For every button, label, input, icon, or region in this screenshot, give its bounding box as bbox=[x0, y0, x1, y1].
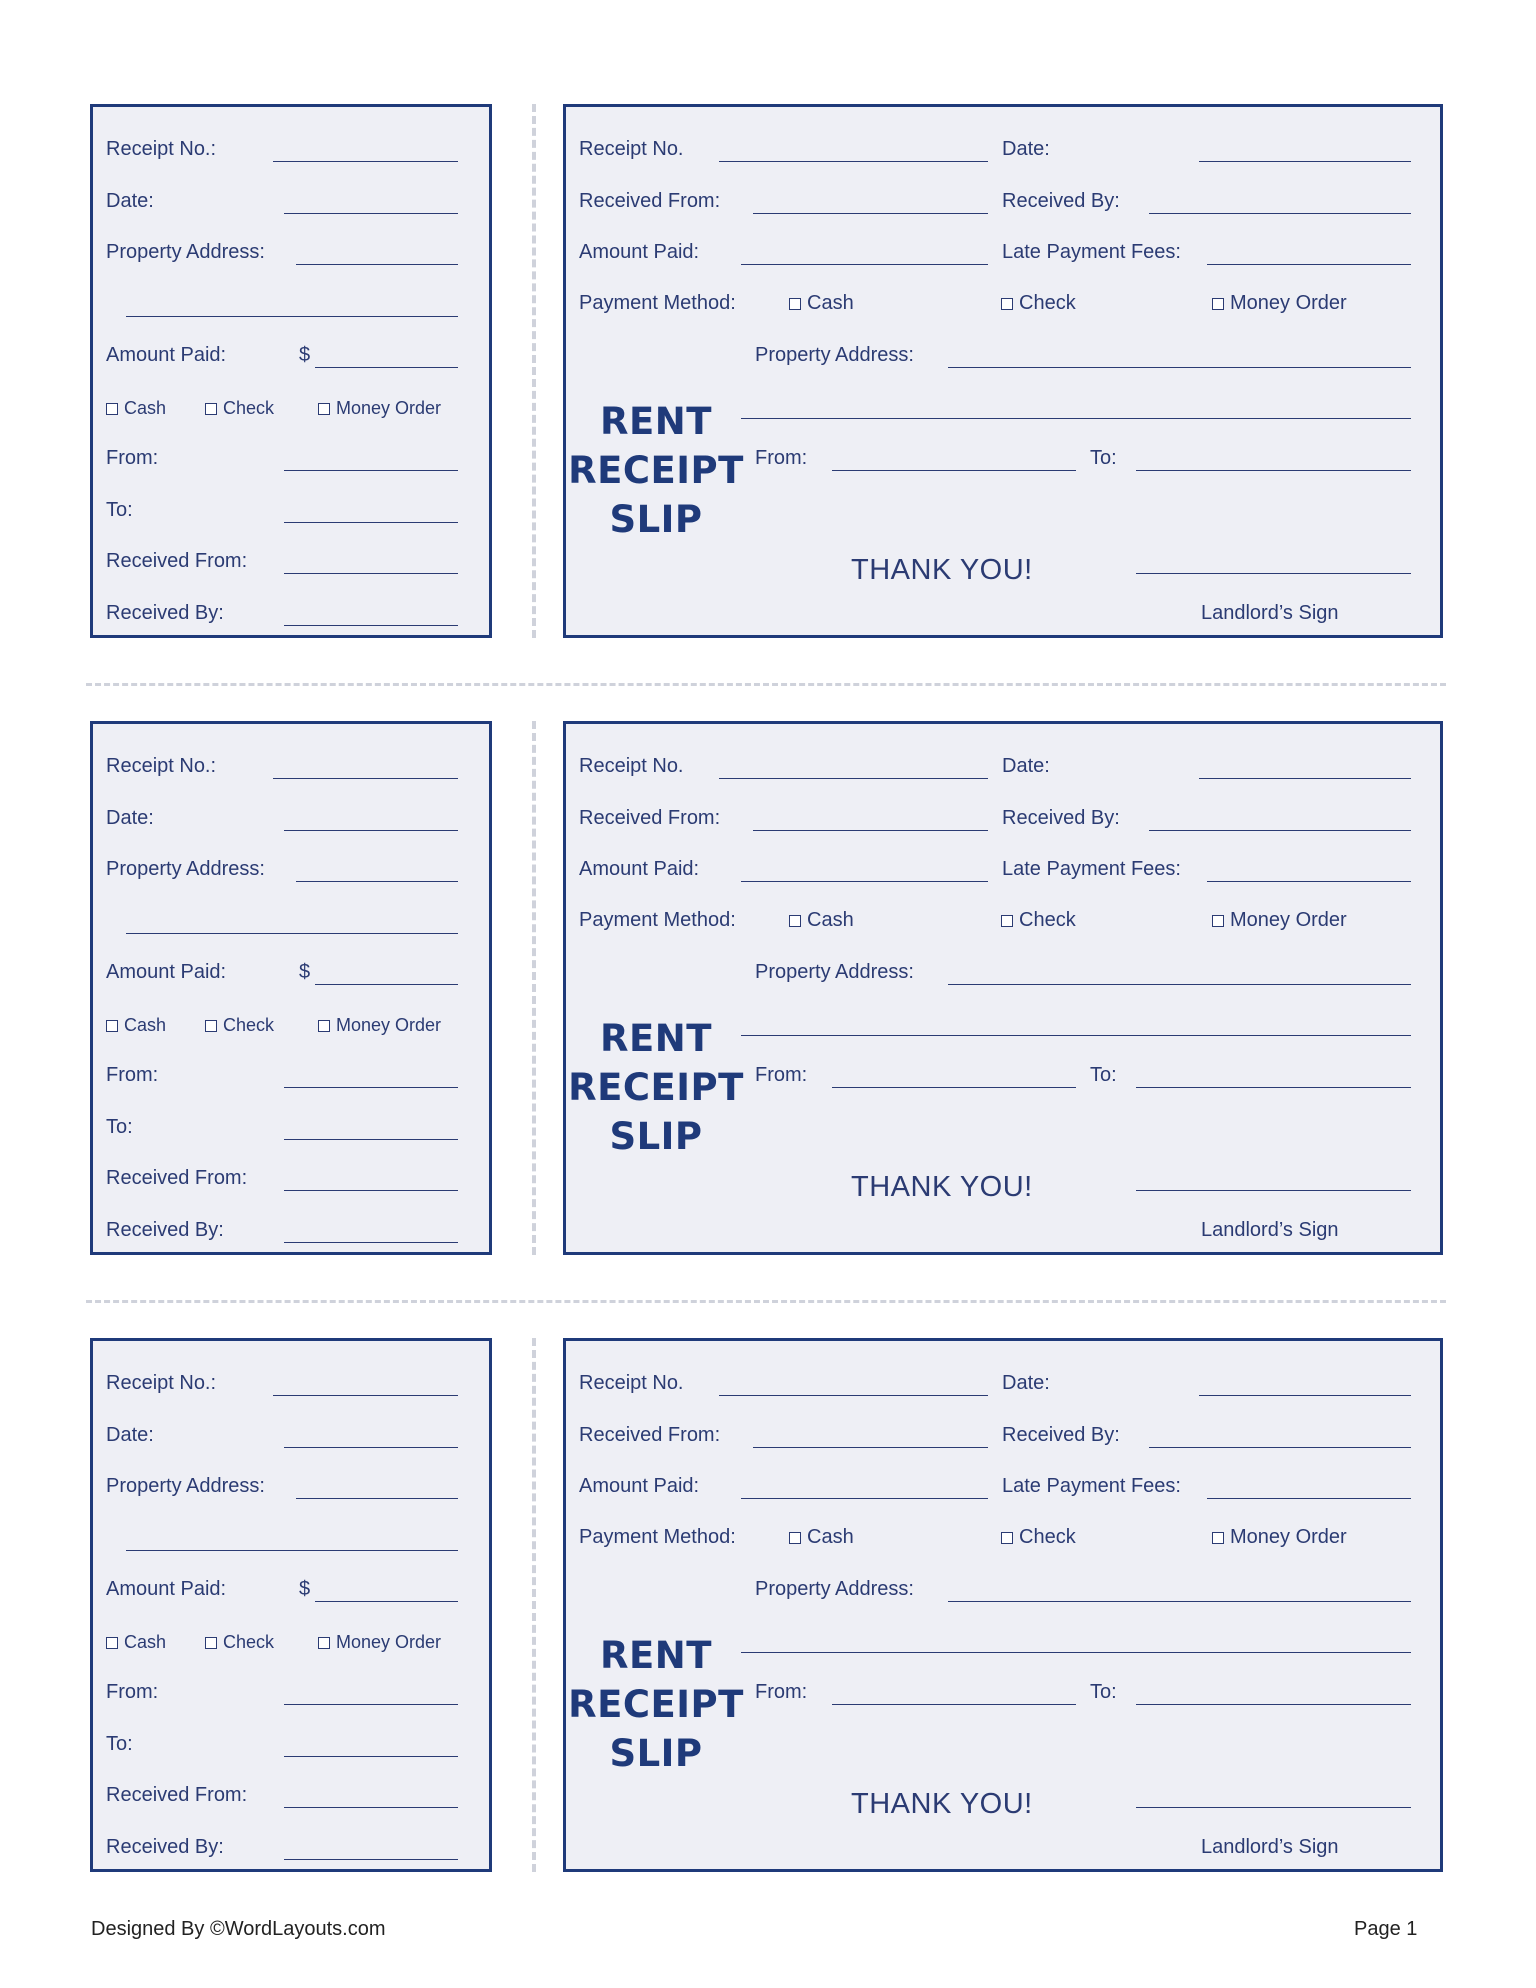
main-date-line[interactable] bbox=[1199, 161, 1411, 162]
main-option-cash[interactable] bbox=[789, 908, 854, 932]
stub-amount-paid-line[interactable] bbox=[315, 367, 458, 368]
main-from-line[interactable] bbox=[832, 1704, 1076, 1705]
main-property-address-label: Property Address: bbox=[755, 1578, 914, 1600]
checkbox-icon[interactable] bbox=[1001, 298, 1013, 310]
stub-to-line[interactable] bbox=[284, 522, 458, 523]
main-option-check[interactable] bbox=[1001, 1525, 1076, 1549]
checkbox-icon[interactable] bbox=[106, 1020, 118, 1032]
main-from-label: From: bbox=[755, 1064, 808, 1086]
checkbox-icon[interactable] bbox=[789, 298, 801, 310]
stub-amount-paid-line[interactable] bbox=[315, 984, 458, 985]
stub-receipt-no-line[interactable] bbox=[273, 778, 458, 779]
stub-property-address-label: Property Address: bbox=[106, 858, 265, 880]
stub-received-from-label: Received From: bbox=[106, 550, 248, 572]
stub-check-label: Check bbox=[223, 1632, 275, 1652]
landlord-sign-label: Landlord’s Sign bbox=[1201, 1836, 1339, 1858]
stub-amount-paid-label: Amount Paid: bbox=[106, 1578, 227, 1600]
main-late-fees-label: Late Payment Fees: bbox=[1002, 1475, 1181, 1497]
stub-property-address-label: Property Address: bbox=[106, 241, 265, 263]
checkbox-icon[interactable] bbox=[318, 1020, 330, 1032]
main-late-fees-label: Late Payment Fees: bbox=[1002, 241, 1181, 263]
main-check-label: Check bbox=[1019, 1526, 1076, 1548]
main-received-by-line[interactable] bbox=[1149, 830, 1411, 831]
main-date-line[interactable] bbox=[1199, 778, 1411, 779]
horizontal-cut-line bbox=[86, 1300, 1446, 1303]
receipt-row bbox=[0, 104, 1536, 644]
stub-from-line[interactable] bbox=[284, 1087, 458, 1088]
main-received-from-label: Received From: bbox=[579, 1424, 721, 1446]
main-received-from-line[interactable] bbox=[753, 213, 988, 214]
stub-property-address-line-2[interactable] bbox=[126, 1550, 458, 1551]
vertical-cut-line bbox=[532, 721, 536, 1255]
main-date-label: Date: bbox=[1002, 755, 1050, 777]
main-date-label: Date: bbox=[1002, 138, 1050, 160]
landlord-sign-label: Landlord’s Sign bbox=[1201, 602, 1339, 624]
main-property-address-line[interactable] bbox=[948, 1601, 1411, 1602]
main-money-order-label: Money Order bbox=[1230, 292, 1347, 314]
stub-from-line[interactable] bbox=[284, 470, 458, 471]
checkbox-icon[interactable] bbox=[205, 1637, 217, 1649]
title-line-3: SLIP bbox=[609, 1115, 703, 1158]
main-receipt-no-label: Receipt No. bbox=[579, 138, 684, 160]
stub-received-from-line[interactable] bbox=[284, 1807, 458, 1808]
stub-received-from-label: Received From: bbox=[106, 1167, 248, 1189]
stub-property-address-line[interactable] bbox=[296, 881, 458, 882]
main-option-cash[interactable] bbox=[789, 291, 854, 315]
stub-receipt-no-label: Receipt No.: bbox=[106, 1372, 217, 1394]
receipt-stub bbox=[90, 104, 492, 638]
checkbox-icon[interactable] bbox=[1212, 915, 1224, 927]
stub-option-check[interactable] bbox=[205, 396, 274, 420]
stub-money-order-label: Money Order bbox=[336, 398, 442, 418]
main-amount-paid-line[interactable] bbox=[741, 881, 988, 882]
stub-received-by-line[interactable] bbox=[284, 1242, 458, 1243]
rent-receipt-slip-title bbox=[566, 397, 746, 544]
main-property-address-line-2[interactable] bbox=[741, 1652, 1411, 1653]
checkbox-icon[interactable] bbox=[318, 1637, 330, 1649]
main-amount-paid-label: Amount Paid: bbox=[579, 241, 700, 263]
main-to-line[interactable] bbox=[1136, 1704, 1411, 1705]
main-check-label: Check bbox=[1019, 292, 1076, 314]
main-to-label: To: bbox=[1090, 1681, 1117, 1703]
stub-option-money-order[interactable] bbox=[318, 1013, 441, 1037]
main-property-address-line-2[interactable] bbox=[741, 1035, 1411, 1036]
main-cash-label: Cash bbox=[807, 909, 854, 931]
title-line-2: RECEIPT bbox=[568, 1683, 744, 1726]
title-line-1: RENT bbox=[600, 400, 712, 443]
stub-receipt-no-label: Receipt No.: bbox=[106, 755, 217, 777]
stub-money-order-label: Money Order bbox=[336, 1632, 442, 1652]
stub-received-by-line[interactable] bbox=[284, 625, 458, 626]
stub-to-label: To: bbox=[106, 1733, 133, 1755]
stub-money-order-label: Money Order bbox=[336, 1015, 442, 1035]
main-property-address-line-2[interactable] bbox=[741, 418, 1411, 419]
stub-received-by-line[interactable] bbox=[284, 1859, 458, 1860]
stub-amount-paid-label: Amount Paid: bbox=[106, 961, 227, 983]
main-option-money-order[interactable] bbox=[1212, 291, 1347, 315]
stub-received-by-label: Received By: bbox=[106, 1836, 224, 1858]
title-line-3: SLIP bbox=[609, 1732, 703, 1775]
main-date-line[interactable] bbox=[1199, 1395, 1411, 1396]
main-receipt-no-label: Receipt No. bbox=[579, 755, 684, 777]
stub-from-label: From: bbox=[106, 1681, 159, 1703]
main-received-by-line[interactable] bbox=[1149, 1447, 1411, 1448]
main-option-cash[interactable] bbox=[789, 1525, 854, 1549]
stub-cash-label: Cash bbox=[124, 1015, 167, 1035]
main-late-fees-line[interactable] bbox=[1207, 881, 1411, 882]
checkbox-icon[interactable] bbox=[106, 403, 118, 415]
stub-option-check[interactable] bbox=[205, 1013, 274, 1037]
stub-cash-label: Cash bbox=[124, 398, 167, 418]
main-option-money-order[interactable] bbox=[1212, 908, 1347, 932]
stub-property-address-label: Property Address: bbox=[106, 1475, 265, 1497]
main-from-label: From: bbox=[755, 1681, 808, 1703]
main-received-from-label: Received From: bbox=[579, 807, 721, 829]
stub-to-label: To: bbox=[106, 1116, 133, 1138]
stub-currency-sign: $ bbox=[299, 1578, 311, 1600]
rent-receipt-slip-title bbox=[566, 1014, 746, 1161]
receipt-stub bbox=[90, 721, 492, 1255]
stub-date-line[interactable] bbox=[284, 1447, 458, 1448]
stub-date-line[interactable] bbox=[284, 830, 458, 831]
stub-receipt-no-line[interactable] bbox=[273, 161, 458, 162]
title-line-1: RENT bbox=[600, 1017, 712, 1060]
stub-option-money-order[interactable] bbox=[318, 396, 441, 420]
thank-you-text: THANK YOU! bbox=[851, 1171, 1033, 1203]
rent-receipt-slip-title bbox=[566, 1631, 746, 1778]
stub-to-line[interactable] bbox=[284, 1139, 458, 1140]
main-late-fees-line[interactable] bbox=[1207, 264, 1411, 265]
main-money-order-label: Money Order bbox=[1230, 909, 1347, 931]
main-received-by-label: Received By: bbox=[1002, 1424, 1120, 1446]
stub-to-line[interactable] bbox=[284, 1756, 458, 1757]
stub-from-label: From: bbox=[106, 447, 159, 469]
stub-received-from-label: Received From: bbox=[106, 1784, 248, 1806]
stub-property-address-line-2[interactable] bbox=[126, 933, 458, 934]
main-money-order-label: Money Order bbox=[1230, 1526, 1347, 1548]
main-to-label: To: bbox=[1090, 447, 1117, 469]
stub-amount-paid-line[interactable] bbox=[315, 1601, 458, 1602]
main-property-address-line[interactable] bbox=[948, 367, 1411, 368]
receipt-main bbox=[563, 721, 1443, 1255]
checkbox-icon[interactable] bbox=[1212, 298, 1224, 310]
main-late-fees-line[interactable] bbox=[1207, 1498, 1411, 1499]
receipt-main bbox=[563, 104, 1443, 638]
main-received-by-line[interactable] bbox=[1149, 213, 1411, 214]
main-amount-paid-line[interactable] bbox=[741, 1498, 988, 1499]
main-received-by-label: Received By: bbox=[1002, 807, 1120, 829]
main-receipt-no-line[interactable] bbox=[719, 161, 988, 162]
receipt-main bbox=[563, 1338, 1443, 1872]
main-option-check[interactable] bbox=[1001, 291, 1076, 315]
stub-option-cash[interactable] bbox=[106, 1013, 166, 1037]
main-from-line[interactable] bbox=[832, 1087, 1076, 1088]
stub-option-cash[interactable] bbox=[106, 1630, 166, 1654]
stub-received-from-line[interactable] bbox=[284, 573, 458, 574]
stub-check-label: Check bbox=[223, 398, 275, 418]
stub-from-line[interactable] bbox=[284, 1704, 458, 1705]
stub-property-address-line[interactable] bbox=[296, 1498, 458, 1499]
main-property-address-label: Property Address: bbox=[755, 961, 914, 983]
stub-receipt-no-label: Receipt No.: bbox=[106, 138, 217, 160]
main-property-address-line[interactable] bbox=[948, 984, 1411, 985]
main-amount-paid-label: Amount Paid: bbox=[579, 1475, 700, 1497]
title-line-1: RENT bbox=[600, 1634, 712, 1677]
receipt-stub bbox=[90, 1338, 492, 1872]
thank-you-text: THANK YOU! bbox=[851, 1788, 1033, 1820]
landlord-signature-line[interactable] bbox=[1136, 1190, 1411, 1191]
checkbox-icon[interactable] bbox=[789, 1532, 801, 1544]
checkbox-icon[interactable] bbox=[1212, 1532, 1224, 1544]
footer-credit: Designed By ©WordLayouts.com bbox=[91, 1918, 386, 1940]
main-received-by-label: Received By: bbox=[1002, 190, 1120, 212]
stub-currency-sign: $ bbox=[299, 961, 311, 983]
checkbox-icon[interactable] bbox=[1001, 1532, 1013, 1544]
main-cash-label: Cash bbox=[807, 292, 854, 314]
stub-receipt-no-line[interactable] bbox=[273, 1395, 458, 1396]
checkbox-icon[interactable] bbox=[1001, 915, 1013, 927]
main-received-from-label: Received From: bbox=[579, 190, 721, 212]
horizontal-cut-line bbox=[86, 683, 1446, 686]
main-to-label: To: bbox=[1090, 1064, 1117, 1086]
main-from-label: From: bbox=[755, 447, 808, 469]
stub-amount-paid-label: Amount Paid: bbox=[106, 344, 227, 366]
landlord-sign-label: Landlord’s Sign bbox=[1201, 1219, 1339, 1241]
stub-property-address-line[interactable] bbox=[296, 264, 458, 265]
vertical-cut-line bbox=[532, 104, 536, 638]
stub-currency-sign: $ bbox=[299, 344, 311, 366]
main-option-check[interactable] bbox=[1001, 908, 1076, 932]
landlord-signature-line[interactable] bbox=[1136, 573, 1411, 574]
receipt-row bbox=[0, 1338, 1536, 1878]
stub-option-cash[interactable] bbox=[106, 396, 166, 420]
title-line-2: RECEIPT bbox=[568, 1066, 744, 1109]
stub-check-label: Check bbox=[223, 1015, 275, 1035]
main-late-fees-label: Late Payment Fees: bbox=[1002, 858, 1181, 880]
main-payment-method-label: Payment Method: bbox=[579, 292, 736, 314]
main-receipt-no-line[interactable] bbox=[719, 778, 988, 779]
main-receipt-no-label: Receipt No. bbox=[579, 1372, 684, 1394]
stub-date-line[interactable] bbox=[284, 213, 458, 214]
stub-date-label: Date: bbox=[106, 807, 154, 829]
stub-received-by-label: Received By: bbox=[106, 1219, 224, 1241]
title-line-2: RECEIPT bbox=[568, 449, 744, 492]
page-number: Page 1 bbox=[1354, 1918, 1418, 1940]
main-payment-method-label: Payment Method: bbox=[579, 909, 736, 931]
main-received-from-line[interactable] bbox=[753, 830, 988, 831]
main-check-label: Check bbox=[1019, 909, 1076, 931]
main-received-from-line[interactable] bbox=[753, 1447, 988, 1448]
checkbox-icon[interactable] bbox=[789, 915, 801, 927]
checkbox-icon[interactable] bbox=[106, 1637, 118, 1649]
stub-received-from-line[interactable] bbox=[284, 1190, 458, 1191]
stub-option-money-order[interactable] bbox=[318, 1630, 441, 1654]
main-cash-label: Cash bbox=[807, 1526, 854, 1548]
main-to-line[interactable] bbox=[1136, 1087, 1411, 1088]
checkbox-icon[interactable] bbox=[205, 403, 217, 415]
stub-property-address-line-2[interactable] bbox=[126, 316, 458, 317]
stub-cash-label: Cash bbox=[124, 1632, 167, 1652]
landlord-signature-line[interactable] bbox=[1136, 1807, 1411, 1808]
main-to-line[interactable] bbox=[1136, 470, 1411, 471]
stub-to-label: To: bbox=[106, 499, 133, 521]
main-option-money-order[interactable] bbox=[1212, 1525, 1347, 1549]
thank-you-text: THANK YOU! bbox=[851, 554, 1033, 586]
main-from-line[interactable] bbox=[832, 470, 1076, 471]
stub-from-label: From: bbox=[106, 1064, 159, 1086]
main-receipt-no-line[interactable] bbox=[719, 1395, 988, 1396]
receipt-row bbox=[0, 721, 1536, 1261]
stub-option-check[interactable] bbox=[205, 1630, 274, 1654]
checkbox-icon[interactable] bbox=[205, 1020, 217, 1032]
main-amount-paid-line[interactable] bbox=[741, 264, 988, 265]
stub-date-label: Date: bbox=[106, 190, 154, 212]
main-payment-method-label: Payment Method: bbox=[579, 1526, 736, 1548]
checkbox-icon[interactable] bbox=[318, 403, 330, 415]
vertical-cut-line bbox=[532, 1338, 536, 1872]
main-amount-paid-label: Amount Paid: bbox=[579, 858, 700, 880]
stub-date-label: Date: bbox=[106, 1424, 154, 1446]
main-date-label: Date: bbox=[1002, 1372, 1050, 1394]
title-line-3: SLIP bbox=[609, 498, 703, 541]
stub-received-by-label: Received By: bbox=[106, 602, 224, 624]
main-property-address-label: Property Address: bbox=[755, 344, 914, 366]
